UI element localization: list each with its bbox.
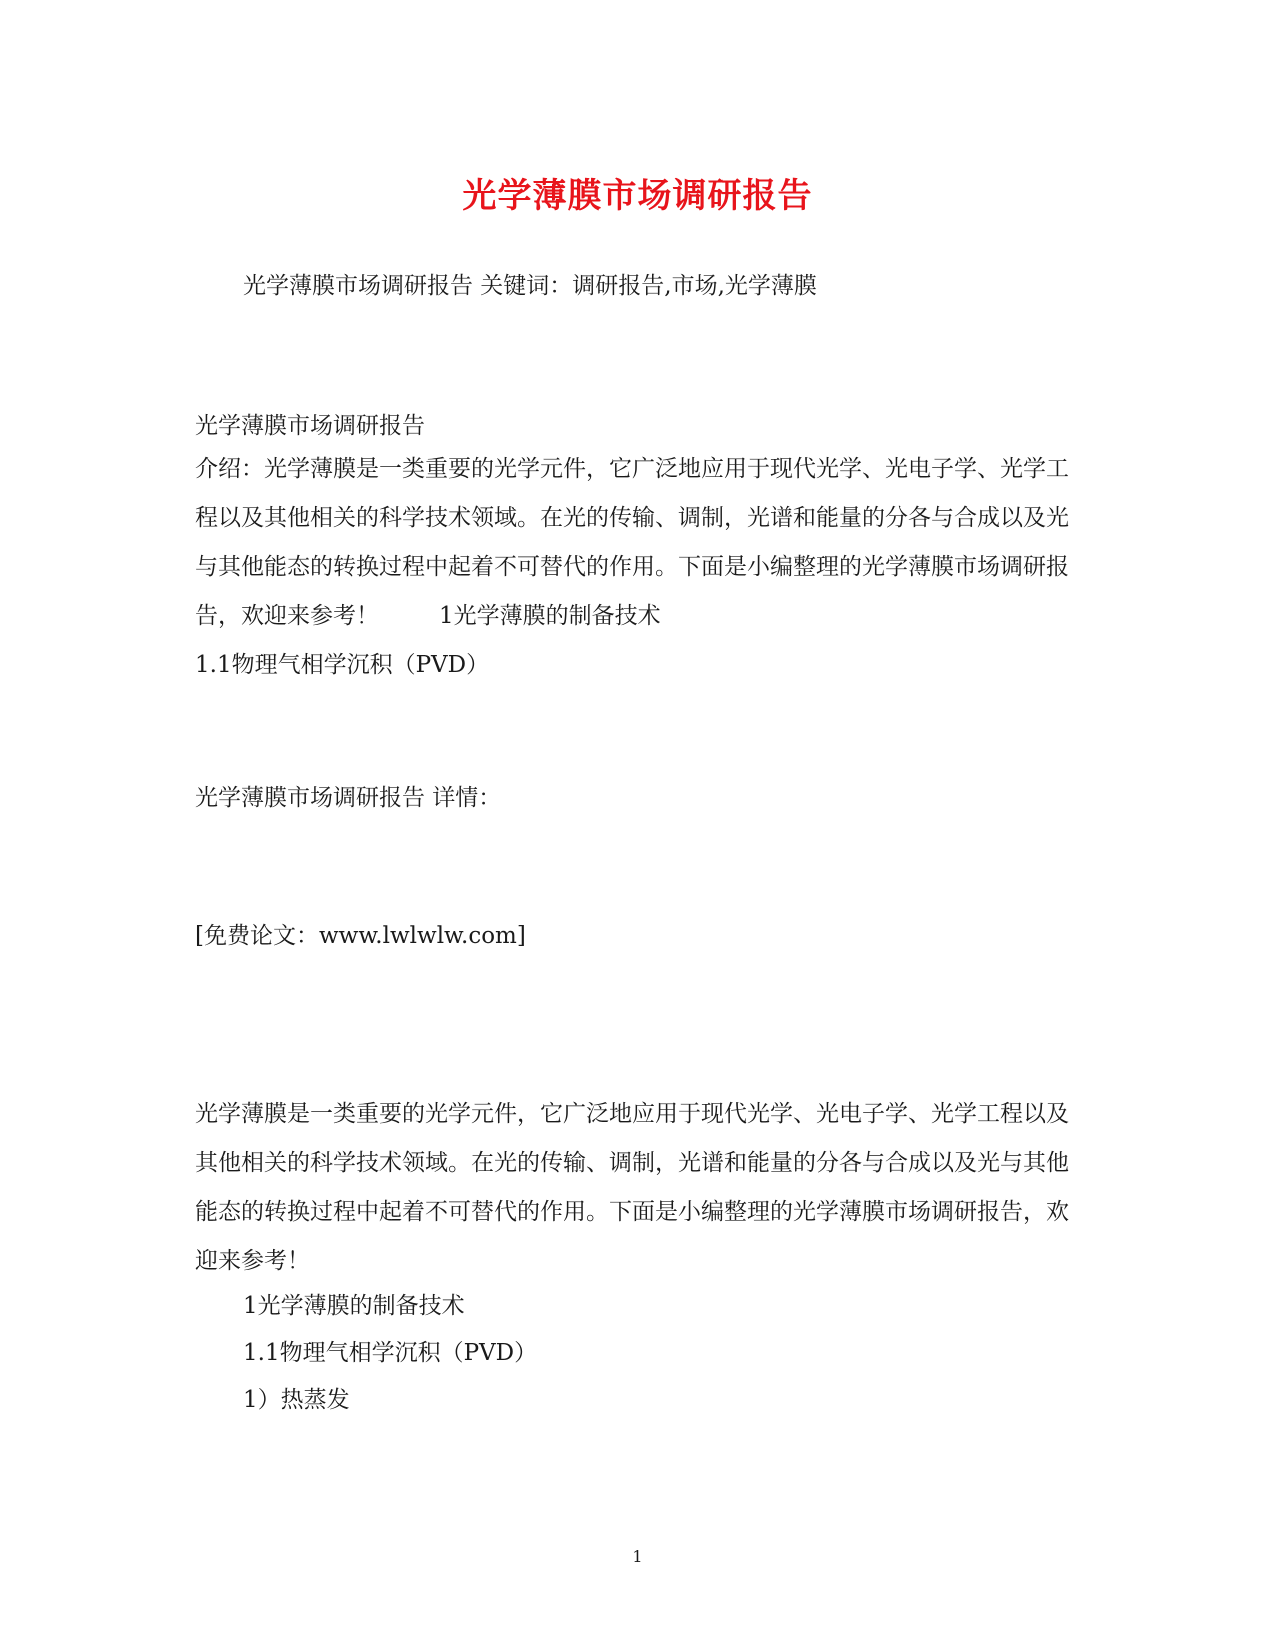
subheading-preparation: 1光学薄膜的制备技术 <box>243 1293 465 1319</box>
subheading-pvd: 1.1物理气相学沉积（PVD） <box>243 1340 538 1366</box>
details-label: 光学薄膜市场调研报告 详情： <box>195 785 502 811</box>
intro-text: 介绍：光学薄膜是一类重要的光学元件，它广泛地应用于现代光学、光电子学、光学工程以及其他相关的科学技术领域。在光的传输、调制，光谱和能量的分各与合成以及光与其他能态的转换过程中起着不可替代的作用。下面是小编整理的光学薄膜市场调研报告，欢迎来参考！ <box>195 456 1069 629</box>
source-link[interactable]: [免费论文：www.lwlwlw.com] <box>195 923 526 949</box>
document-title: 光学薄膜市场调研报告 <box>462 176 813 216</box>
intro-tail: 1光学薄膜的制备技术 <box>439 603 661 629</box>
keywords-line: 光学薄膜市场调研报告 关键词：调研报告,市场,光学薄膜 <box>243 273 817 299</box>
page-number: 1 <box>632 1547 643 1566</box>
main-paragraph-text: 光学薄膜是一类重要的光学元件，它广泛地应用于现代光学、光电子学、光学工程以及其他相关的科学技术领域。在光的传输、调制，光谱和能量的分各与合成以及光与其他能态的转换过程中起着不可替代的作用。下面是小编整理的光学薄膜市场调研报告，欢迎来参考！ <box>195 1101 1069 1274</box>
main-paragraph <box>195 1090 1075 1286</box>
section-heading: 光学薄膜市场调研报告 <box>195 413 425 439</box>
intro-pvd: 1.1物理气相学沉积（PVD） <box>195 652 490 678</box>
subheading-thermal-evaporation: 1）热蒸发 <box>243 1387 350 1413</box>
intro-paragraph <box>195 445 1075 690</box>
